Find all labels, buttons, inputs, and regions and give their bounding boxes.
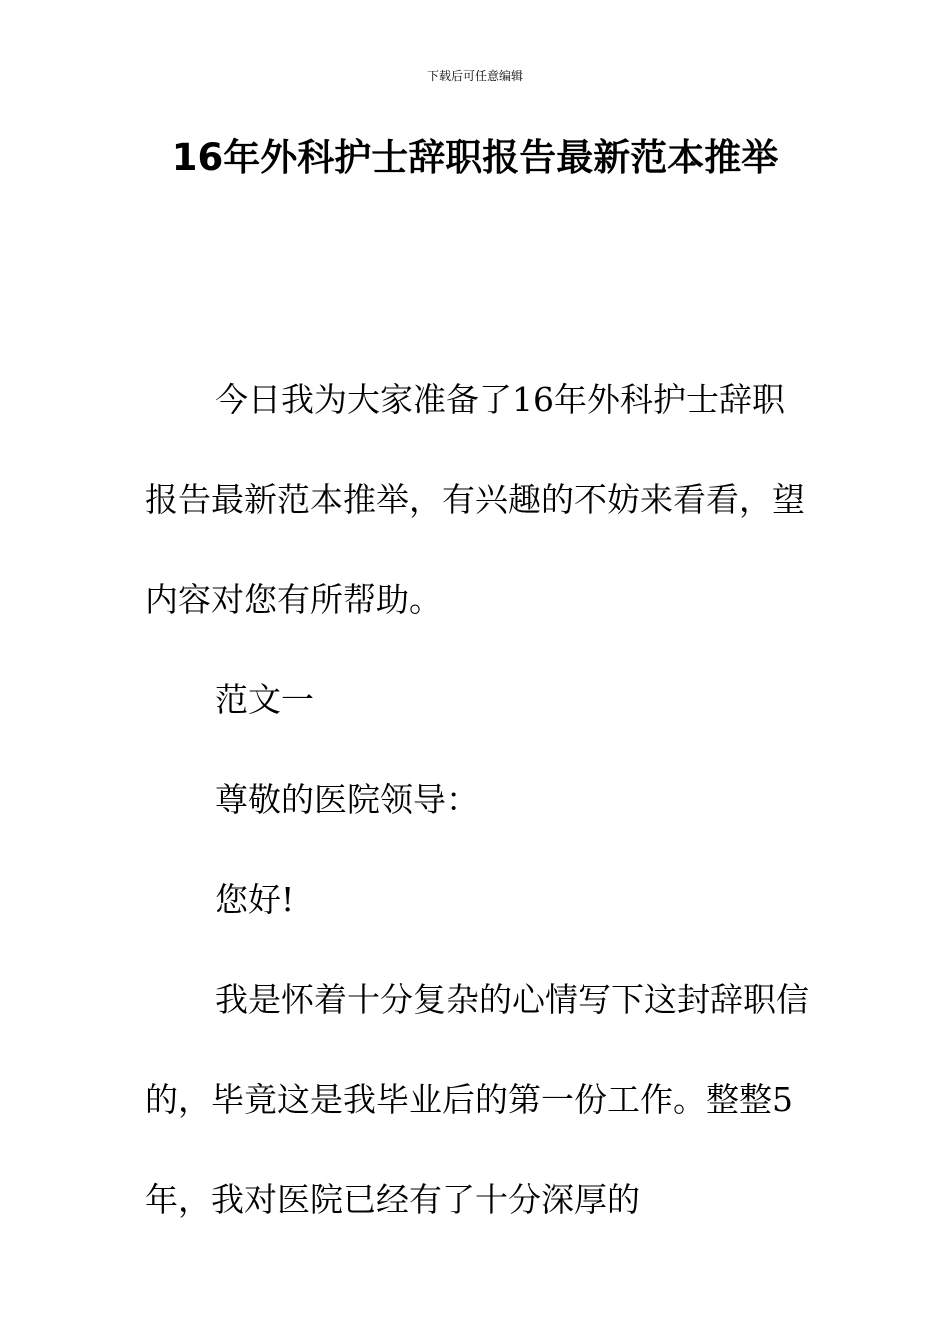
salutation: 尊敬的医院领导： [215, 780, 479, 819]
document-body [145, 350, 815, 1250]
intro-paragraph: 今日我为大家准备了16年外科护士辞职报告最新范本推举，有兴趣的不妨来看看，望内容对您有所帮助。 [145, 380, 805, 619]
header-note: 下载后可任意编辑 [426, 69, 523, 83]
body-paragraph: 我是怀着十分复杂的心情写下这封辞职信的，毕竟这是我毕业后的第一份工作。整整5年，我对医院已经有了十分深厚的 [145, 980, 809, 1219]
document-title: 16年外科护士辞职报告最新范本推举 [171, 136, 779, 179]
greeting: 您好! [215, 880, 295, 919]
sample-heading: 范文一 [215, 680, 314, 719]
